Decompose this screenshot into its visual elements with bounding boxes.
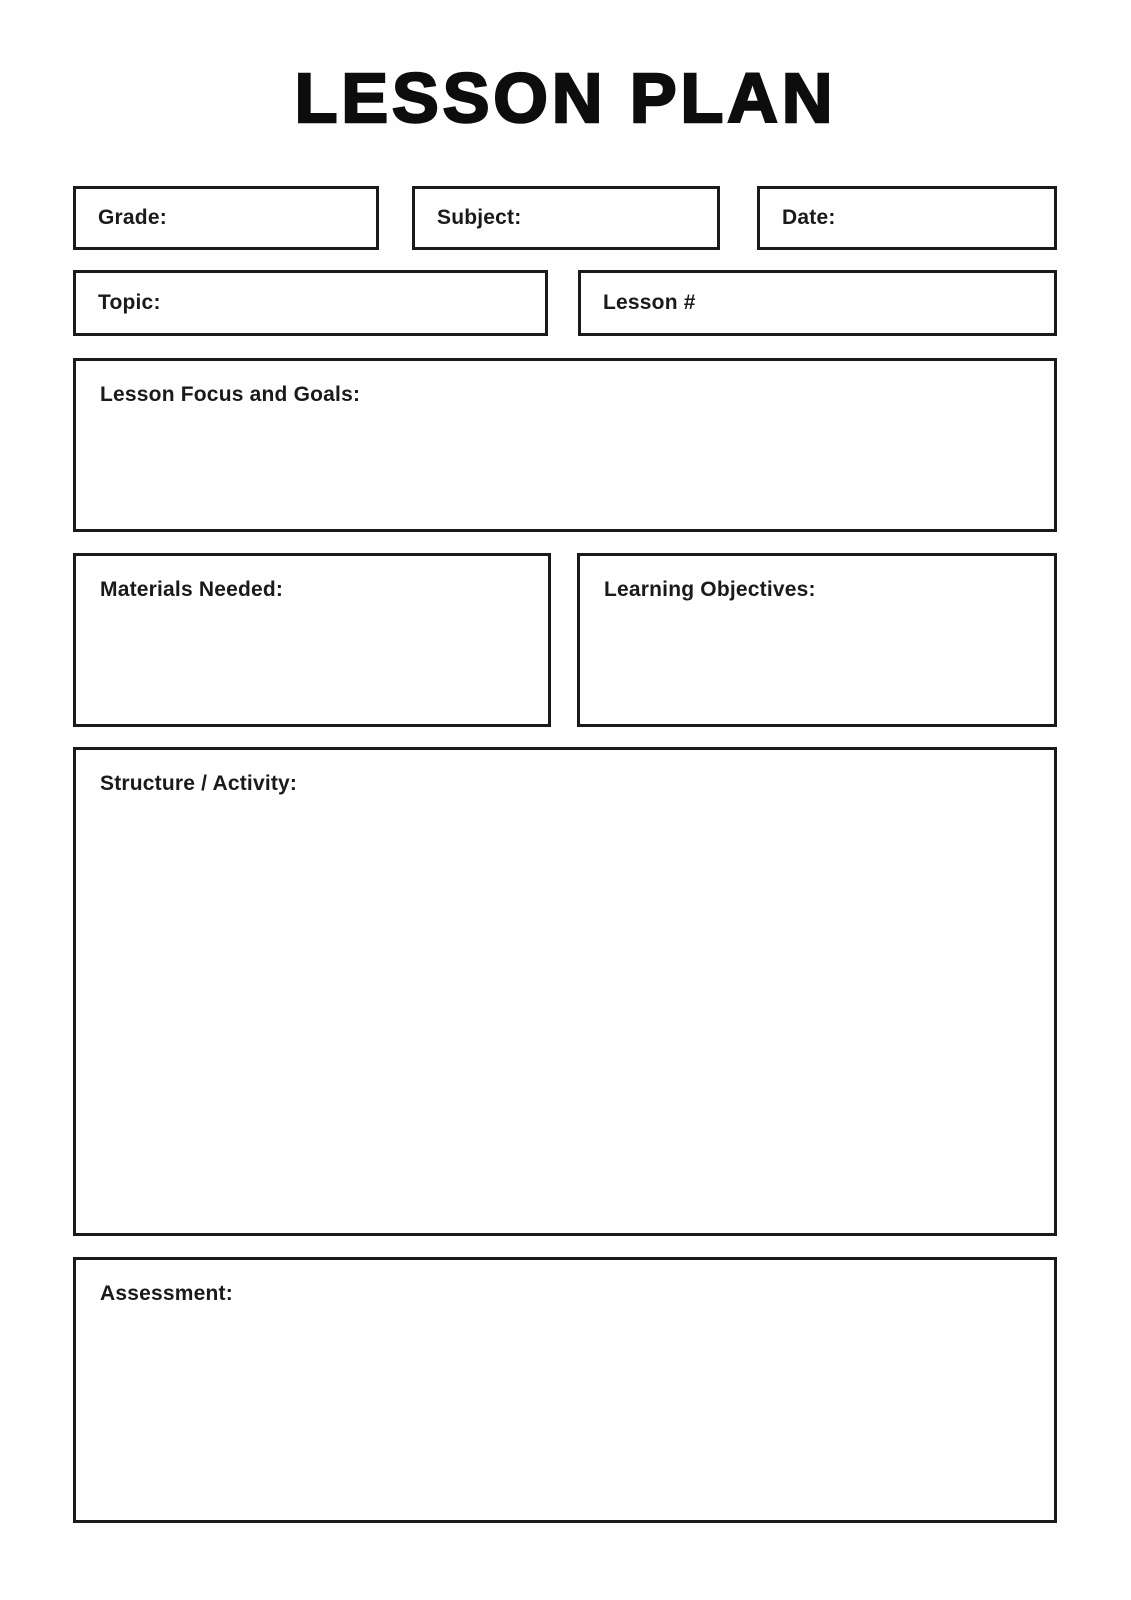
subject-label: Subject: (437, 206, 522, 229)
structure-activity-label: Structure / Activity: (100, 772, 298, 795)
topic-label: Topic: (98, 291, 161, 314)
lesson-number-field[interactable] (578, 270, 1057, 336)
structure-activity-field[interactable] (73, 747, 1057, 1236)
assessment-label: Assessment: (100, 1282, 233, 1305)
lesson-focus-goals-field[interactable] (73, 358, 1057, 532)
materials-needed-field[interactable] (73, 553, 551, 727)
materials-needed-label: Materials Needed: (100, 578, 284, 601)
date-label: Date: (782, 206, 836, 229)
page-title: LESSON PLAN (294, 59, 837, 137)
learning-objectives-field[interactable] (577, 553, 1057, 727)
date-field[interactable] (757, 186, 1057, 250)
learning-objectives-label: Learning Objectives: (604, 578, 816, 601)
topic-field[interactable] (73, 270, 548, 336)
lesson-focus-goals-label: Lesson Focus and Goals: (100, 383, 361, 406)
grade-field[interactable] (73, 186, 379, 250)
subject-field[interactable] (412, 186, 720, 250)
grade-label: Grade: (98, 206, 167, 229)
lesson-number-label: Lesson # (603, 291, 696, 314)
assessment-field[interactable] (73, 1257, 1057, 1523)
